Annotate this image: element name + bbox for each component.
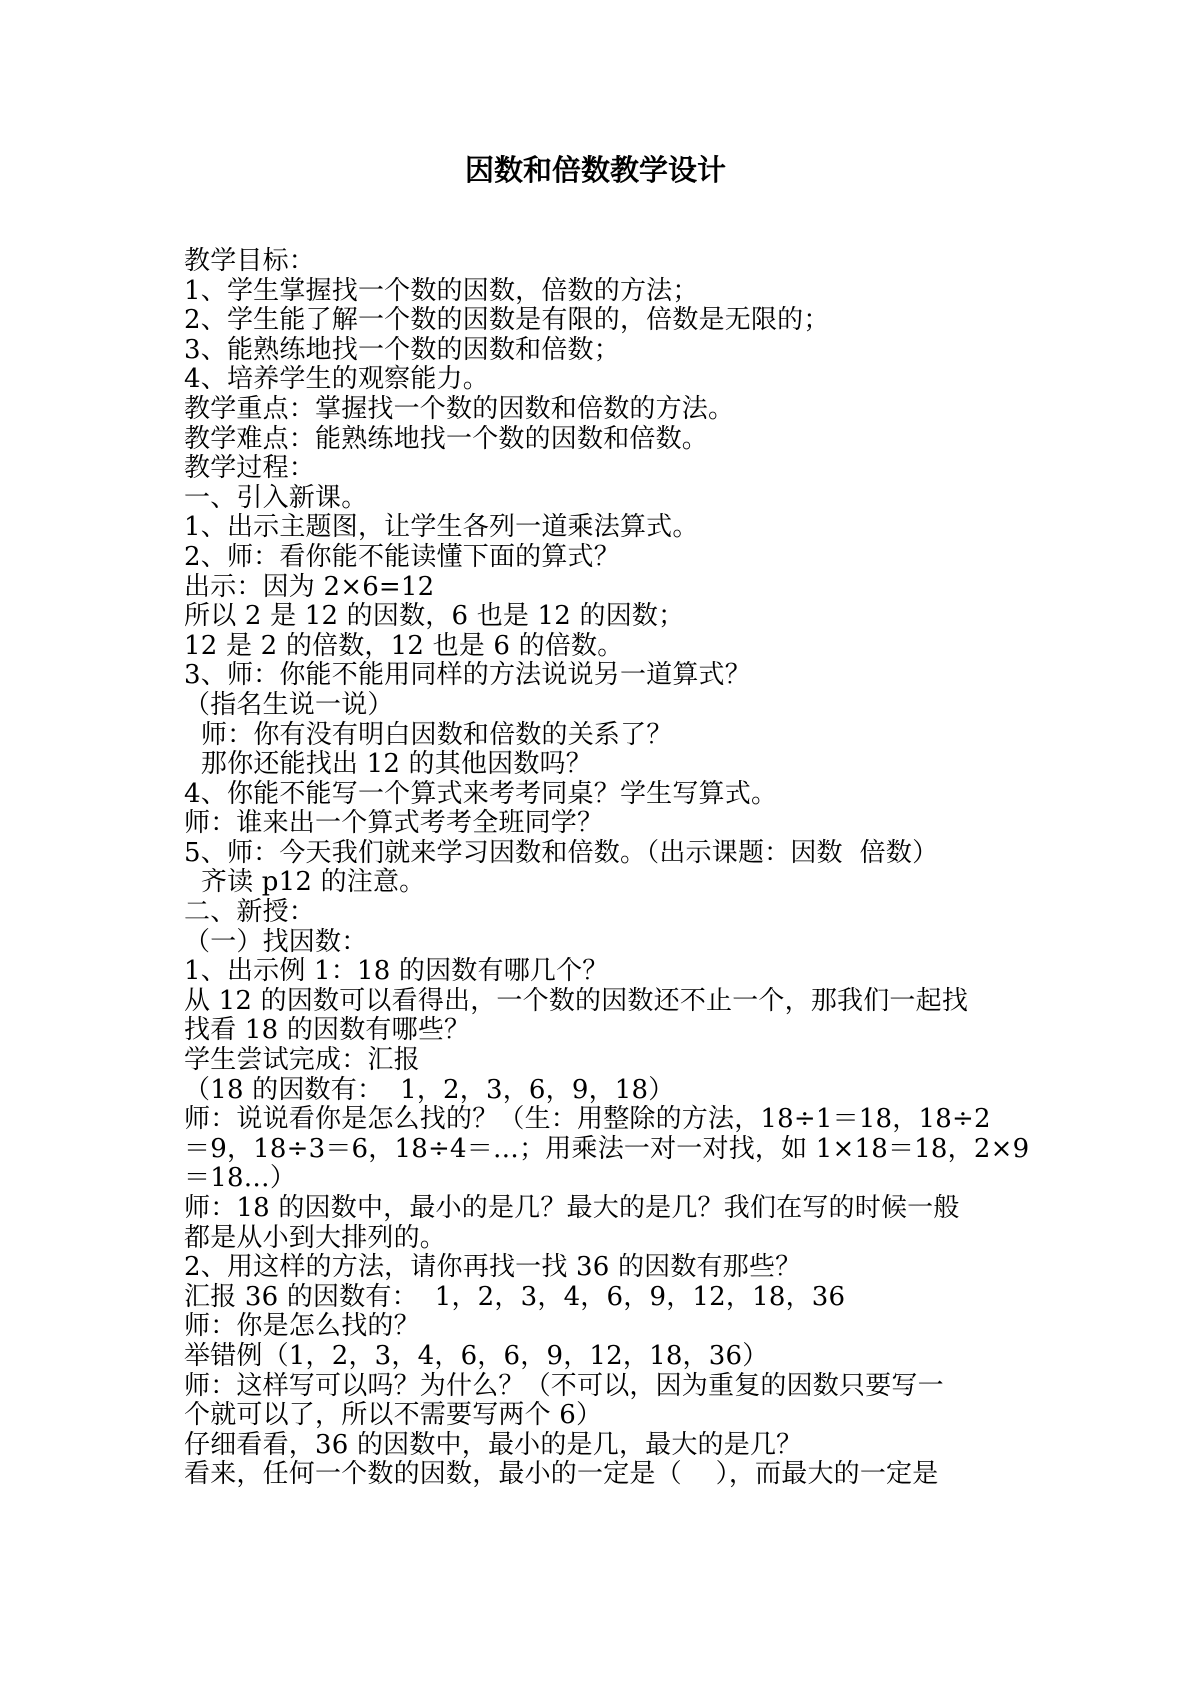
text-line: （指名生说一说） bbox=[184, 689, 394, 720]
text-line: 师：这样写可以吗？为什么？（不可以，因为重复的因数只要写一 bbox=[184, 1370, 944, 1401]
text-line: 2、学生能了解一个数的因数是有限的，倍数是无限的； bbox=[184, 305, 830, 336]
text-line: 1、出示主题图，让学生各列一道乘法算式。 bbox=[184, 512, 699, 543]
text-line: 从 12 的因数可以看得出，一个数的因数还不止一个，那我们一起找 bbox=[184, 985, 969, 1016]
text-line: 2、师：看你能不能读懂下面的算式？ bbox=[184, 541, 620, 572]
text-line: 一、引入新课。 bbox=[184, 482, 368, 513]
text-line: 师：说说看你是怎么找的？（生：用整除的方法，18÷1＝18，18÷2 bbox=[184, 1104, 991, 1135]
text-line: 个就可以了，所以不需要写两个 6） bbox=[184, 1400, 603, 1431]
text-line: 举错例（1，2，3，4，6，6，9，12，18，36） bbox=[184, 1340, 769, 1371]
text-line: 5、师：今天我们就来学习因数和倍数。（出示课题：因数 倍数） bbox=[184, 837, 939, 868]
text-line: 1、出示例 1：18 的因数有哪几个？ bbox=[184, 956, 609, 987]
text-line: 师：你有没有明白因数和倍数的关系了？ bbox=[184, 719, 673, 750]
text-line: 教学目标： bbox=[184, 246, 316, 276]
text-line: 教学重点：掌握找一个数的因数和倍数的方法。 bbox=[184, 393, 735, 424]
text-line: 齐读 p12 的注意。 bbox=[184, 867, 426, 898]
text-line: （18 的因数有： 1，2，3，6，9，18） bbox=[184, 1074, 675, 1105]
text-line: ＝9，18÷3＝6，18÷4＝…；用乘法一对一对找，如 1×18＝18，2×9 bbox=[184, 1133, 1030, 1164]
text-line: 师：你是怎么找的？ bbox=[184, 1311, 420, 1342]
text-line: 2、用这样的方法，请你再找一找 36 的因数有那些？ bbox=[184, 1252, 802, 1283]
text-line: 4、培养学生的观察能力。 bbox=[184, 364, 489, 395]
text-line: （一）找因数： bbox=[184, 926, 368, 957]
text-line: 找看 18 的因数有哪些？ bbox=[184, 1015, 471, 1046]
text-line: 教学难点：能熟练地找一个数的因数和倍数。 bbox=[184, 423, 709, 454]
text-line: 12 是 2 的倍数，12 也是 6 的倍数。 bbox=[184, 630, 624, 661]
text-line: 都是从小到大排列的。 bbox=[184, 1222, 447, 1253]
text-line: 3、师：你能不能用同样的方法说说另一道算式？ bbox=[184, 660, 751, 691]
text-line: 学生尝试完成：汇报 bbox=[184, 1045, 420, 1076]
text-line: 汇报 36 的因数有： 1，2，3，4，6，9，12，18，36 bbox=[184, 1281, 846, 1312]
text-line: 看来，任何一个数的因数，最小的一定是（ ），而最大的一定是 bbox=[184, 1459, 939, 1490]
text-line: 所以 2 是 12 的因数，6 也是 12 的因数； bbox=[184, 601, 685, 632]
text-line: 教学过程： bbox=[184, 453, 316, 484]
text-line: ＝18…） bbox=[184, 1163, 297, 1194]
text-line: 4、你能不能写一个算式来考考同桌？学生写算式。 bbox=[184, 778, 778, 809]
document-title: 因数和倍数教学设计 bbox=[464, 153, 726, 187]
text-line: 那你还能找出 12 的其他因数吗？ bbox=[184, 749, 592, 780]
text-line: 仔细看看，36 的因数中，最小的是几，最大的是几？ bbox=[184, 1429, 803, 1460]
text-line: 3、能熟练地找一个数的因数和倍数； bbox=[184, 334, 620, 365]
text-line: 师：18 的因数中，最小的是几？最大的是几？我们在写的时候一般 bbox=[184, 1193, 960, 1223]
text-line: 1、学生掌握找一个数的因数，倍数的方法； bbox=[184, 275, 699, 306]
text-line: 师：谁来出一个算式考考全班同学？ bbox=[184, 808, 604, 839]
text-line: 二、新授： bbox=[184, 897, 316, 928]
document-body bbox=[184, 246, 1030, 1490]
text-line: 出示：因为 2×6=12 bbox=[184, 571, 435, 602]
